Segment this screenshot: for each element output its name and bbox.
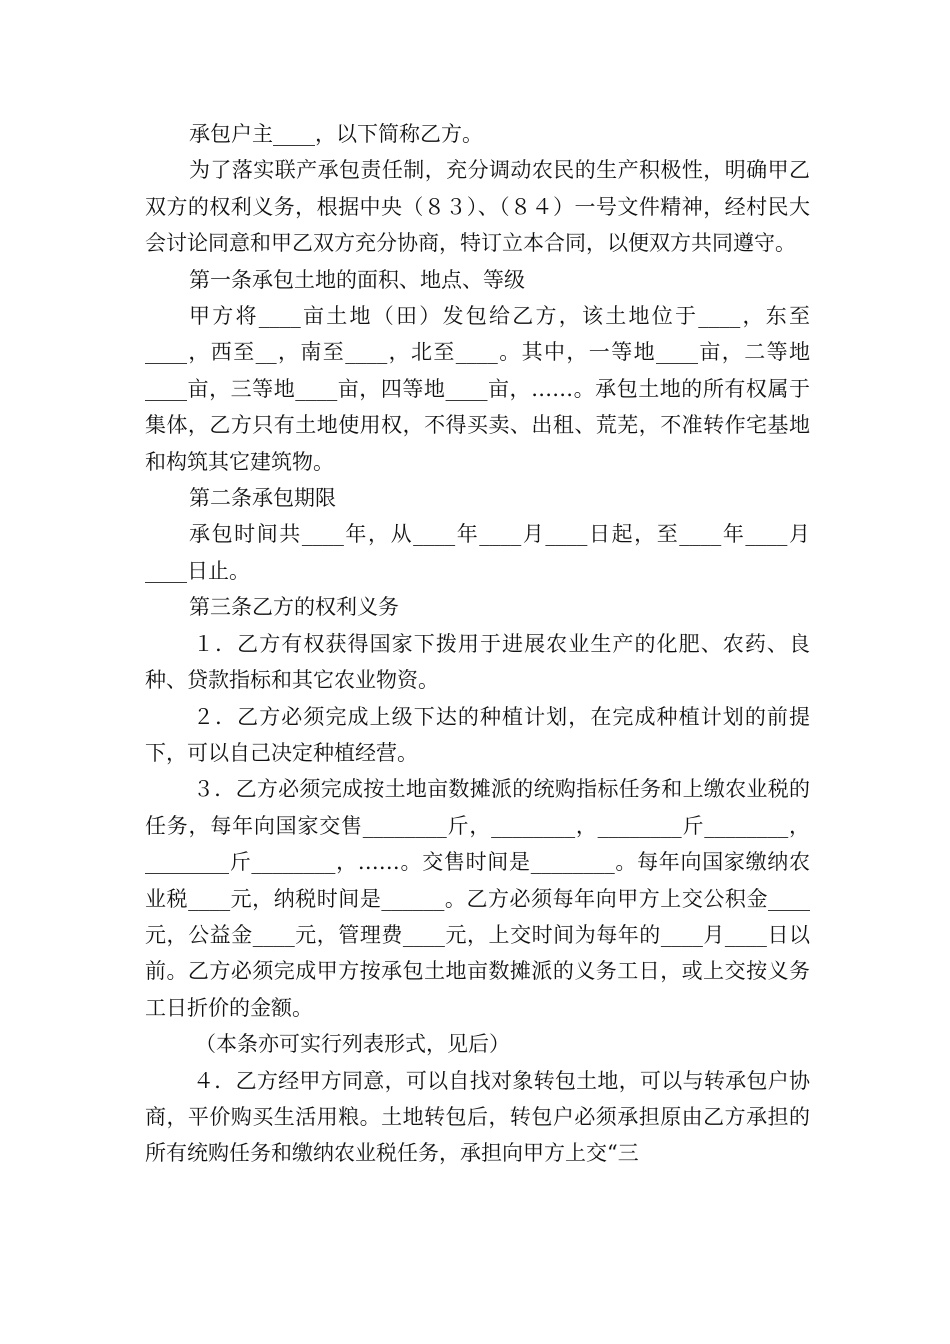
party-b-line: 承包户主____，以下简称乙方。 [189, 122, 483, 146]
article-3-item-3: ３．乙方必须完成按土地亩数摊派的统购指标任务和上缴农业税的任务，每年向国家交售________斤，________，________斤________，________斤________，……。交售时间是________。每年向国家缴纳农业税____元，纳税时间是______。乙方必须每年向甲方上交公积金____元，公益金____元，管理费____元，上交时间为每年的____月____日以前。乙方必须完成甲方按承包土地亩数摊派的义务工日，或上交按义务工日折价的金额。 [145, 777, 810, 1020]
article-3-item-4: ４．乙方经甲方同意，可以自找对象转包土地，可以与转承包户协商，平价购买生活用粮。土地转包后，转包户必须承担原由乙方承担的所有统购任务和缴纳农业税任务，承担向甲方上交“三 [145, 1068, 810, 1166]
article-2-heading: 第二条承包期限 [189, 486, 336, 511]
article-3-heading: 第三条乙方的权利义务 [189, 595, 399, 620]
preamble-paragraph: 为了落实联产承包责任制，充分调动农民的生产积极性，明确甲乙双方的权利义务，根据中央（８３）、（８４）一号文件精神，经村民大会讨论同意和甲乙双方充分协商，特订立本合同，以便双方共同遵守。 [145, 158, 810, 256]
article-1-heading: 第一条承包土地的面积、地点、等级 [189, 267, 525, 292]
article-3-item-2: ２．乙方必须完成上级下达的种植计划，在完成种植计划的前提下，可以自己决定种植经营。 [145, 704, 810, 765]
article-2-body: 承包时间共____年，从____年____月____日起，至____年____月____日止。 [145, 522, 810, 583]
article-3-note: （本条亦可实行列表形式，见后） [195, 1032, 510, 1057]
article-1-body: 甲方将____亩土地（田）发包给乙方，该土地位于____，东至____，西至__，南至____，北至____。其中，一等地____亩，二等地____亩，三等地____亩，四等地____亩，……。承包土地的所有权属于集体，乙方只有土地使用权，不得买卖、出租、荒芜，不准转作宅基地和构筑其它建筑物。 [145, 304, 810, 474]
document-body [145, 116, 810, 1172]
article-3-item-1: １．乙方有权获得国家下拨用于进展农业生产的化肥、农药、良种、贷款指标和其它农业物资。 [145, 631, 810, 693]
